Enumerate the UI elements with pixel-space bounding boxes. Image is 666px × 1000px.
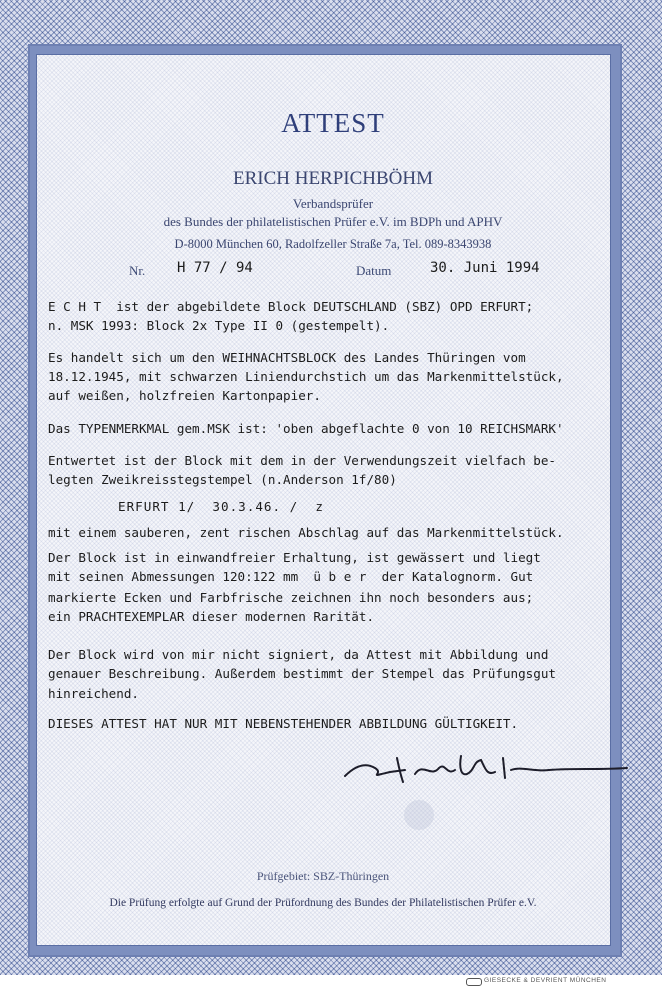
handwritten-signature bbox=[335, 748, 635, 788]
examination-area: Prüfgebiet: SBZ-Thüringen bbox=[256, 869, 390, 883]
faint-stamp bbox=[404, 800, 434, 830]
association-line: des Bundes der philatelistischen Prüfer e.V. im BDPh und APHV bbox=[163, 214, 503, 229]
body-line: Der Block ist in einwandfreier Erhaltung, ist gewässert und liegt bbox=[48, 550, 541, 565]
body-line: DIESES ATTEST HAT NUR MIT NEBENSTEHENDER ABBILDUNG GÜLTIGKEIT. bbox=[48, 716, 519, 731]
printer-imprint: GIESECKE & DEVRIENT MÜNCHEN bbox=[484, 977, 607, 984]
address-line: D-8000 München 60, Radolfzeller Straße 7a, Tel. 089-8343938 bbox=[174, 237, 492, 251]
body-line: markierte Ecken und Farbfrische zeichnen ihn noch besonders aus; bbox=[48, 590, 534, 605]
body-line: auf weißen, holzfreien Kartonpapier. bbox=[48, 388, 321, 403]
body-line: Das TYPENMERKMAL gem.MSK ist: 'oben abgeflachte 0 von 10 REICHSMARK' bbox=[48, 421, 564, 436]
body-line: n. MSK 1993: Block 2x Type II 0 (gestempelt). bbox=[48, 318, 390, 333]
body-line: mit seinen Abmessungen 120:122 mm ü b e r der Katalognorm. Gut bbox=[48, 569, 534, 584]
postmark-line: ERFURT 1/ 30.3.46. / z bbox=[118, 499, 324, 514]
certificate-date: 30. Juni 1994 bbox=[430, 260, 540, 276]
date-label: Datum bbox=[356, 263, 392, 278]
body-line: Entwertet ist der Block mit dem in der Verwendungszeit vielfach be- bbox=[48, 453, 556, 468]
printer-logo-icon bbox=[466, 978, 482, 986]
examiner-name: ERICH HERPICHBÖHM bbox=[232, 168, 434, 189]
body-line: genauer Beschreibung. Außerdem bestimmt der Stempel das Prüfungsgut bbox=[48, 666, 556, 681]
body-line: ein PRACHTEXEMPLAR dieser modernen Rarität. bbox=[48, 609, 375, 624]
number-label: Nr. bbox=[129, 263, 146, 278]
body-line: legten Zweikreisstegstempel (n.Anderson 1f/80) bbox=[48, 472, 397, 487]
examination-statement: Die Prüfung erfolgte auf Grund der Prüfordnung des Bundes der Philatelistischen Prüfer e.V. bbox=[109, 897, 537, 909]
examiner-role: Verbandsprüfer bbox=[292, 196, 374, 211]
body-line: E C H T ist der abgebildete Block DEUTSCHLAND (SBZ) OPD ERFURT; bbox=[48, 299, 534, 314]
body-line: Es handelt sich um den WEIHNACHTSBLOCK des Landes Thüringen vom bbox=[48, 350, 526, 365]
body-line: mit einem sauberen, zent rischen Abschlag auf das Markenmittelstück. bbox=[48, 525, 564, 540]
body-line: 18.12.1945, mit schwarzen Liniendurchstich um das Markenmittelstück, bbox=[48, 369, 564, 384]
body-line: Der Block wird von mir nicht signiert, da Attest mit Abbildung und bbox=[48, 647, 549, 662]
certificate-number: H 77 / 94 bbox=[177, 260, 253, 276]
certificate-title: ATTEST bbox=[281, 108, 385, 138]
body-line: hinreichend. bbox=[48, 686, 139, 701]
